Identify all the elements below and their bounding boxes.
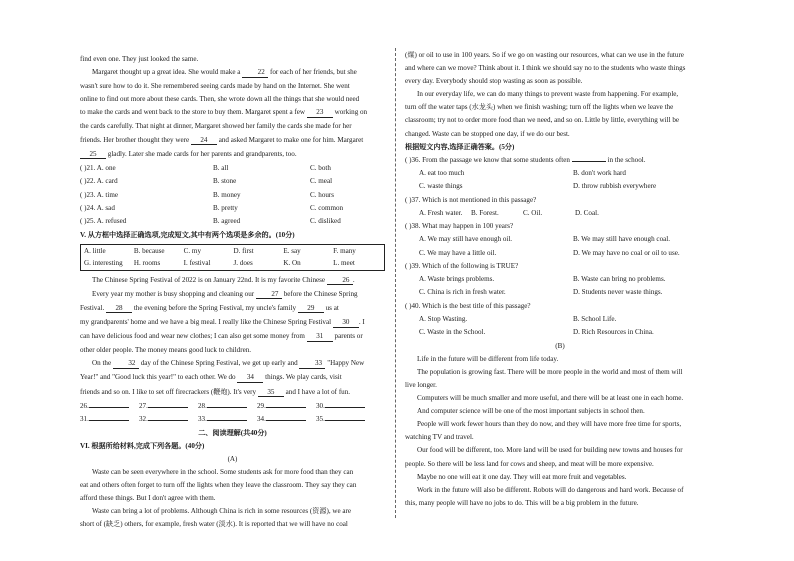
answer-slot[interactable]: 31. xyxy=(80,415,139,424)
answer-slot[interactable]: 32. xyxy=(139,415,198,424)
answer-slot[interactable]: 26. xyxy=(80,402,139,411)
answer-slot[interactable]: 33. xyxy=(198,415,257,424)
word-option: A. little xyxy=(84,247,106,256)
text-line: Life in the future will be different from life today. xyxy=(417,354,559,363)
question-40: ( )40. Which is the best title of this passage? xyxy=(405,301,531,310)
option[interactable]: A. Fresh water. xyxy=(419,208,463,217)
question-37: ( )37. Which is not mentioned in this passage? xyxy=(405,195,537,204)
text-line: can have delicious food and wear new clothes; I can also get some money from 31 parents or xyxy=(80,332,363,341)
text-line: friends and so on. I like to set off firecrackers (鞭炮). It's very 35 and I have a lot of fun. xyxy=(80,387,351,396)
text-line: Our food will be different, too. More land will be used for building new towns and houses for xyxy=(417,446,683,455)
text-line: short of (缺乏) others, for example, fresh water (淡水). It is reported that we will have no coal xyxy=(80,520,348,529)
text-line: other older people. The money means good luck to children. xyxy=(80,346,252,355)
options-40 xyxy=(405,315,715,337)
text-line: this, many people will have no jobs to do. This will be a big problem in the future. xyxy=(405,498,639,507)
answer-row xyxy=(80,415,385,424)
text-line: In our everyday life, we can do many things to prevent waste from happening. For example, xyxy=(417,90,679,99)
option[interactable]: D. Coal. xyxy=(575,208,599,217)
text-line: find even one. They just looked the same. xyxy=(80,55,199,63)
word-option: J. does xyxy=(233,258,253,267)
text-line: changed. Waste can be stopped one day, if we do our best. xyxy=(405,129,570,138)
option[interactable]: D. Rich Resources in China. xyxy=(573,328,654,337)
section-title: 二、阅读理解(共40分) xyxy=(198,428,267,437)
text-line: On the 32 day of the Chinese Spring Festival, we get up early and 33 "Happy New xyxy=(92,359,365,368)
text-line: (煤) or oil to use in 100 years. So if we go on wasting our resources, what can we use in the future xyxy=(405,51,684,59)
question-38: ( )38. What may happen in 100 years? xyxy=(405,222,514,231)
options-36 xyxy=(405,169,715,191)
instruction: 根据短文内容,选择正确答案。(5分) xyxy=(405,142,515,151)
options-38 xyxy=(405,235,715,257)
option[interactable]: C. China is rich in fresh water. xyxy=(419,288,506,297)
word-option: L. meet xyxy=(333,258,355,267)
question-39: ( )39. Which of the following is TRUE? xyxy=(405,261,519,270)
option[interactable]: B. don't work hard xyxy=(573,168,626,177)
text-line: Computers will be much smaller and more useful, and there will be at least one in each home. xyxy=(417,394,684,403)
option-row: ( )22. A. card B. stone C. meal xyxy=(80,177,333,186)
question-36: ( )36. From the passage we know that some students often in the school. xyxy=(405,155,646,164)
text-line: eat and others often forget to turn off the lights when they leave the classroom. They say they can xyxy=(80,481,357,490)
text-line: Maybe no one will eat it one day. They will eat more fruit and vegetables. xyxy=(417,472,627,481)
answer-slot[interactable]: 27. xyxy=(139,402,198,411)
text-line: The population is growing fast. There will be more people in the world and most of them will xyxy=(417,367,683,376)
answer-slot[interactable]: 35. xyxy=(316,415,375,424)
answer-row xyxy=(80,402,385,411)
text-line: wasn't sure how to do it. She remembered seeing cards made by hand on the Internet. She went xyxy=(80,82,350,91)
option-row: ( )25. A. refused B. agreed C. disliked xyxy=(80,217,341,226)
word-option: B. because xyxy=(133,247,165,256)
option[interactable]: D. Students never waste things. xyxy=(573,288,663,297)
option[interactable]: B. School Life. xyxy=(573,314,617,323)
word-bank xyxy=(80,244,385,271)
word-option: G. interesting xyxy=(84,258,123,267)
option[interactable]: D. We may have no coal or oil to use. xyxy=(573,248,680,257)
option-row: ( )23. A. time B. money C. hours xyxy=(80,190,335,199)
option-row: ( )24. A. sad B. pretty C. common xyxy=(80,203,344,212)
text-line: live longer. xyxy=(405,381,437,390)
blank-35[interactable]: 35 xyxy=(258,388,284,398)
option[interactable]: D. throw rubbish everywhere xyxy=(573,182,657,191)
option[interactable]: A. Stop Wasting. xyxy=(419,314,468,323)
word-option: K. On xyxy=(283,258,301,267)
options-37 xyxy=(405,209,715,218)
word-option: E. say xyxy=(283,247,301,256)
blank-33[interactable]: 33 xyxy=(299,359,325,369)
blank-24[interactable]: 24 xyxy=(191,136,217,146)
text-line: my grandparents' home and we have a big meal. I really like the Chinese Spring Festival 30 . I xyxy=(80,318,365,327)
text-line: watching TV and travel. xyxy=(405,433,474,442)
text-line: the cards carefully. That night at dinner, Margaret showed her family the cards she made for her xyxy=(80,122,352,131)
answer-slot[interactable]: 29. xyxy=(257,402,316,411)
text-line: friends. Her brother thought they were 24 and asked Margaret to make one for him. Margaret xyxy=(80,135,364,144)
text-line: The Chinese Spring Festival of 2022 is on January 22nd. It is my favorite Chinese 26 . xyxy=(92,275,355,284)
part-label: (A) xyxy=(227,454,238,463)
blank-34[interactable]: 34 xyxy=(237,373,263,383)
text-line: Festival. 28 the evening before the Spring Festival, my uncle's family 29 us at xyxy=(80,303,339,312)
word-option: C. my xyxy=(183,247,201,256)
answer-slot[interactable]: 28. xyxy=(198,402,257,411)
answer-slot[interactable]: 34. xyxy=(257,415,316,424)
column-divider xyxy=(395,48,396,518)
blank-27[interactable]: 27 xyxy=(256,290,282,300)
text-line: and where can we move? Think about it. I think we should say no to the students who waste things xyxy=(405,64,686,73)
blank-28[interactable]: 28 xyxy=(106,304,132,314)
text-line: Margaret thought up a great idea. She would make a 22 for each of her friends, but she xyxy=(92,68,357,77)
word-option: H. rooms xyxy=(133,258,161,267)
right-column xyxy=(405,51,715,512)
text-line: And computer science will be one of the most important subjects in school then. xyxy=(417,407,645,416)
text-line: online to find out more about these cards. Then, she wrote down all the things that she would need xyxy=(80,95,360,104)
option[interactable]: A. We may still have enough oil. xyxy=(419,235,513,244)
answer-slot[interactable]: 30. xyxy=(316,402,375,411)
text-line: people. So there will be less land for cows and sheep, and meat will be more expensive. xyxy=(405,459,654,468)
option[interactable]: A. eat too much xyxy=(419,168,465,177)
blank-23[interactable]: 23 xyxy=(307,108,333,118)
text-line: to make the cards and went back to the store to buy them. Margaret spent a few 23 working on xyxy=(80,108,368,117)
text-line: Waste can bring a lot of problems. Although China is rich in some resources (资源), we are xyxy=(92,507,352,516)
text-line: every day. Everybody should stop wasting as soon as possible. xyxy=(405,77,583,86)
blank-32[interactable]: 32 xyxy=(113,359,139,369)
option[interactable]: C. Waste in the School. xyxy=(419,328,486,337)
blank-25[interactable]: 25 xyxy=(80,150,106,160)
text-line: People will work fewer hours than they do now, and they will have more free time for sports, xyxy=(417,420,682,429)
word-option: D. first xyxy=(233,247,254,256)
option[interactable]: B. Waste can bring no problems. xyxy=(573,275,666,284)
text-line: 25 gladly. Later she made cards for her parents and grandparents, too. xyxy=(80,150,385,160)
text-line: Year!" and "Good luck this year!" to each other. We do 34 things. We play cards, visit xyxy=(80,373,342,382)
blank-26[interactable]: 26 xyxy=(327,276,353,286)
text-line: Waste can be seen everywhere in the school. Some students ask for more food than they can xyxy=(92,467,354,476)
option[interactable]: B. We may still have enough coal. xyxy=(573,235,671,244)
option[interactable]: B. Forest. xyxy=(471,208,499,217)
text-line: afford these things. But I don't agree with them. xyxy=(80,494,216,503)
options-39 xyxy=(405,275,715,297)
blank-22[interactable]: 22 xyxy=(242,68,268,78)
section-title: V. 从方框中选择正确选项,完成短文,其中有两个选项是多余的。(10分) xyxy=(80,230,295,239)
text-line: Work in the future will also be different. Robots will do dangerous and hard work. Because of xyxy=(417,485,684,494)
word-option: F. many xyxy=(333,247,356,256)
text-line: Every year my mother is busy shopping and cleaning our 27 before the Chinese Spring xyxy=(92,289,358,298)
word-option: I. festival xyxy=(183,258,211,267)
blank-31[interactable]: 31 xyxy=(307,332,333,342)
left-column xyxy=(80,55,385,533)
option[interactable]: C. Oil. xyxy=(523,208,543,217)
text-line: turn off the water taps (水龙头) when we finish washing; turn off the lights when we leave the xyxy=(405,103,674,112)
option[interactable]: C. waste things xyxy=(419,182,463,191)
option-row: ( )21. A. one B. all C. both xyxy=(80,163,331,172)
option[interactable]: C. We may have a little oil. xyxy=(419,248,497,257)
blank-30[interactable]: 30 xyxy=(333,318,359,328)
section-title: VI. 根据所给材料,完成下列各题。(40分) xyxy=(80,441,205,450)
text-line: classroom; try not to order more food than we need, and so on. Little by little, everything will be xyxy=(405,116,680,125)
part-label: (B) xyxy=(555,341,565,350)
option[interactable]: A. Waste brings problems. xyxy=(419,275,495,284)
blank-29[interactable]: 29 xyxy=(298,304,324,314)
